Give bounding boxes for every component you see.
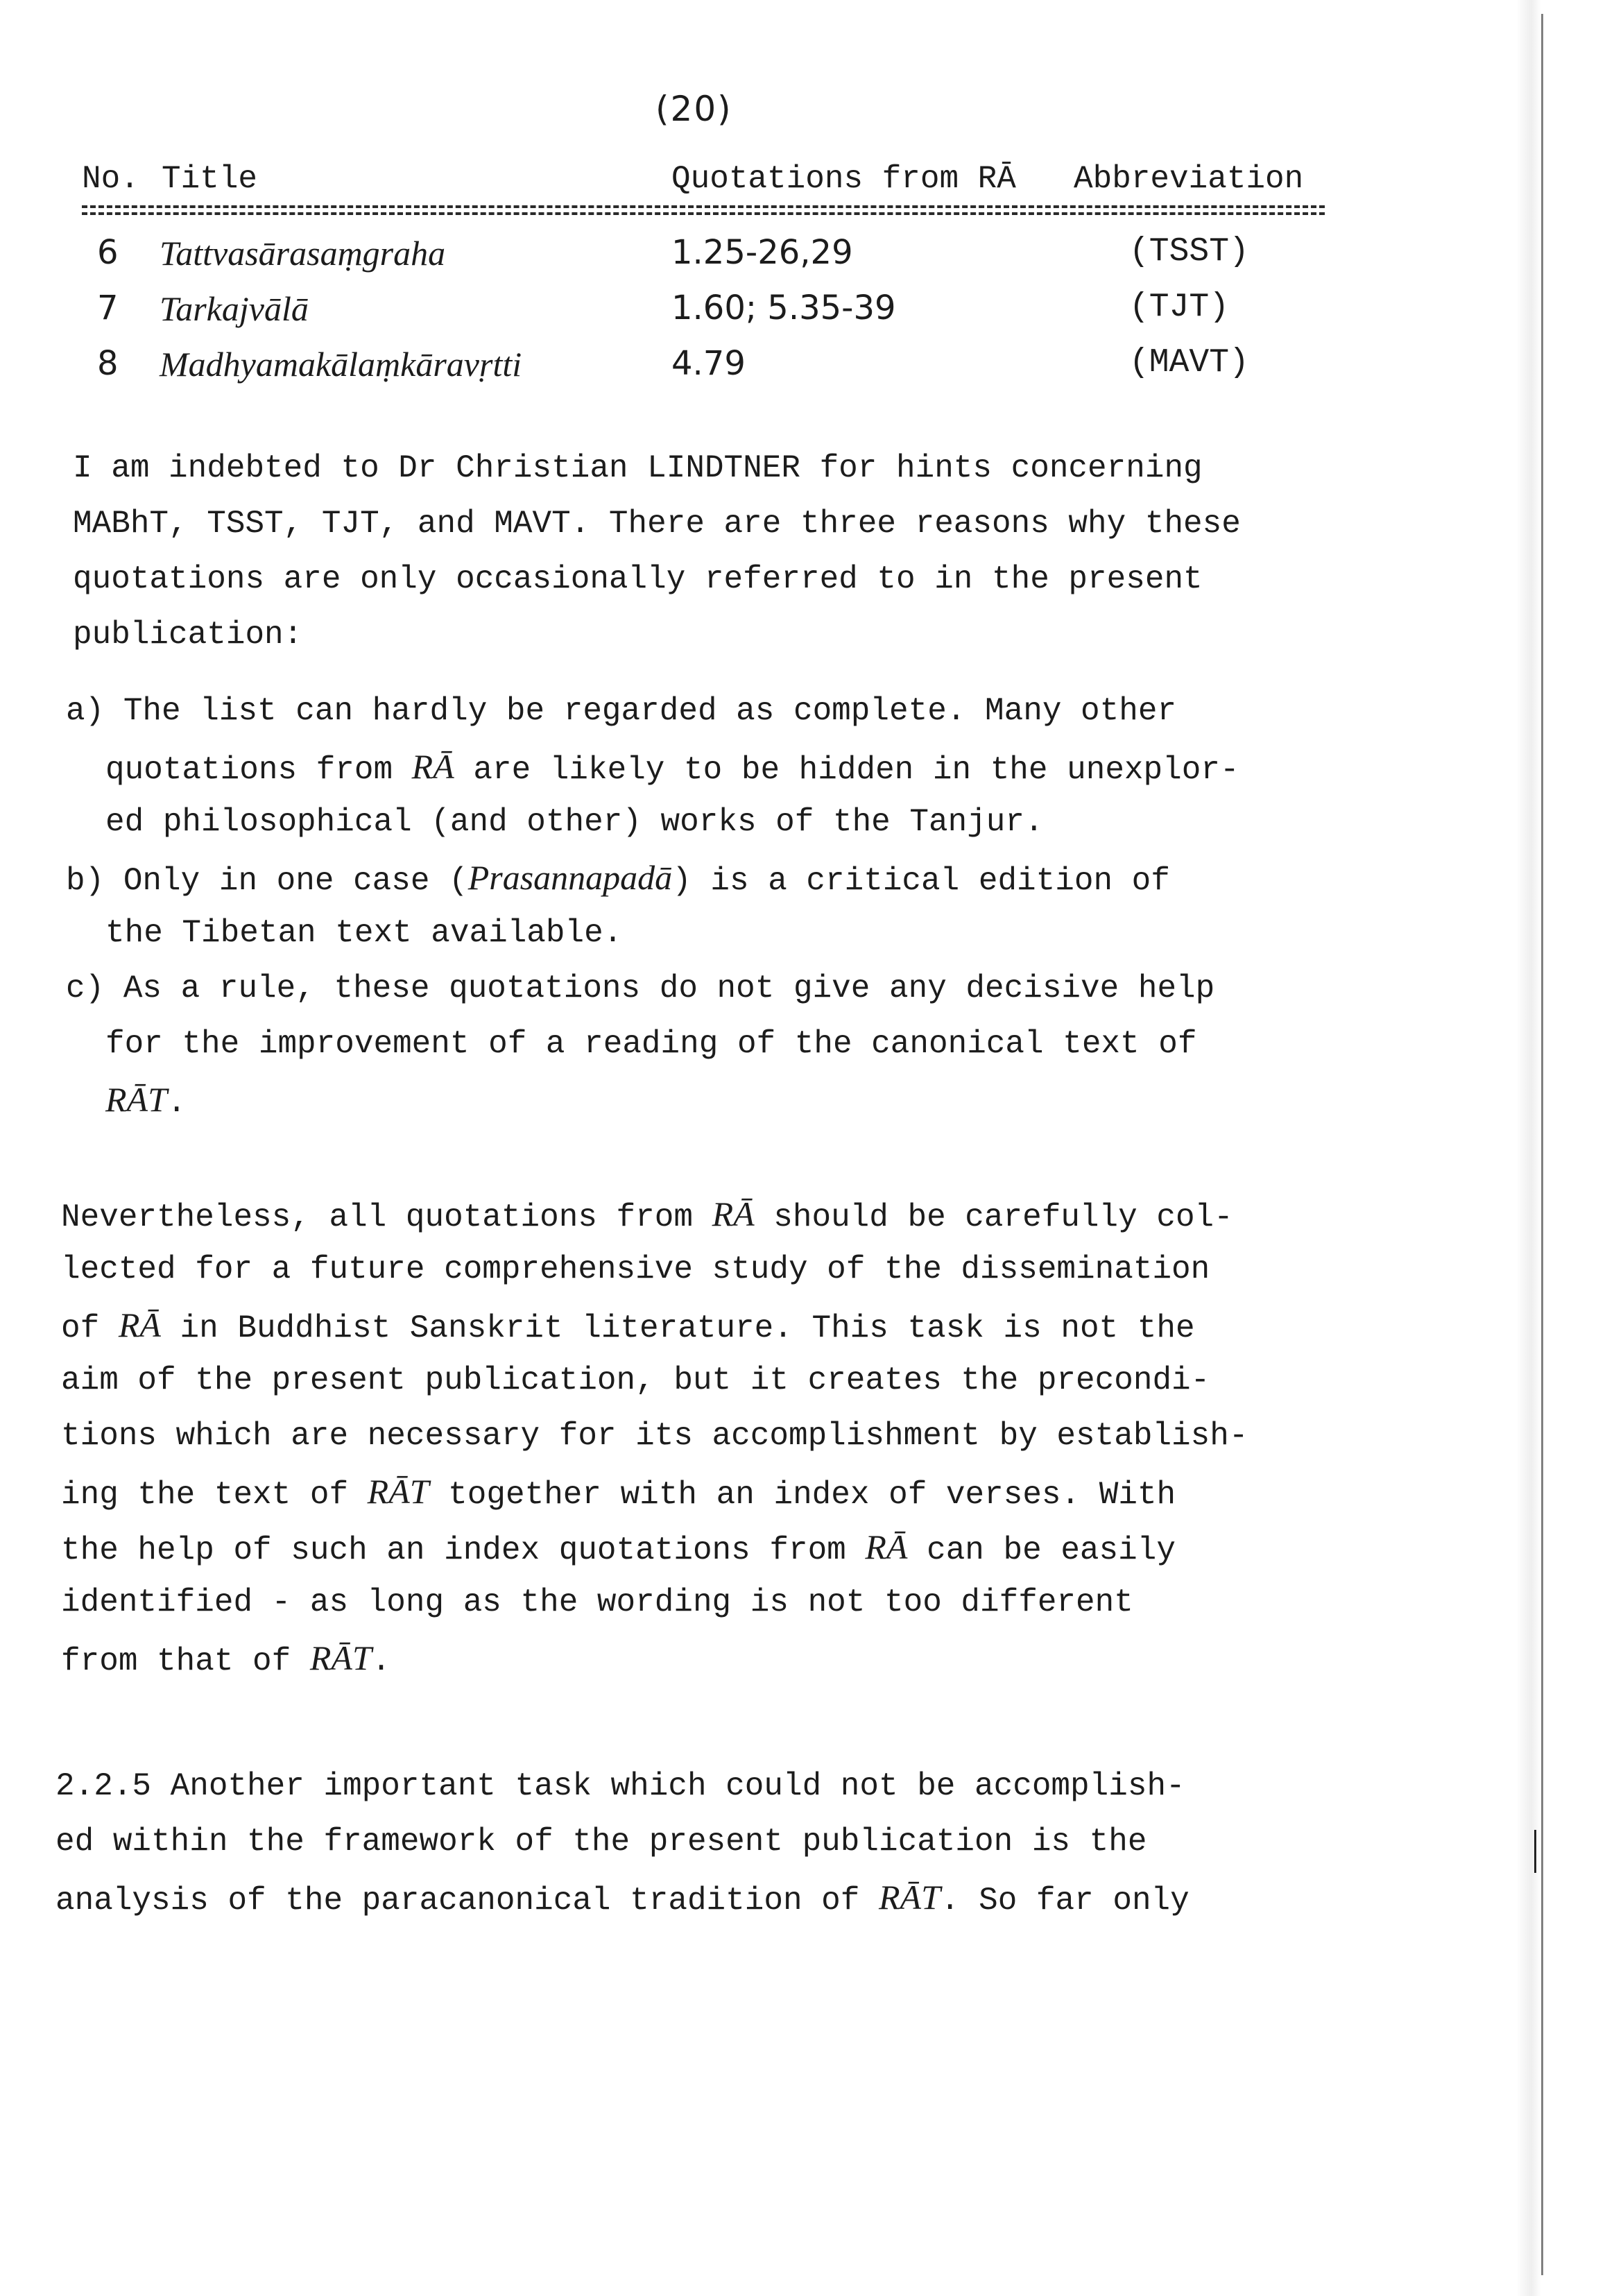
header-rule-upper <box>82 205 1325 208</box>
row-quotations: 4.79 <box>671 344 746 383</box>
abbrev-ra: RĀ <box>712 1194 755 1233</box>
reasons-list <box>66 683 1239 1127</box>
header-quotations: Quotations from RĀ <box>671 161 1016 197</box>
text-line: publication: <box>73 617 303 653</box>
table-row <box>82 233 1323 282</box>
title-prasannapada: Prasannapadā <box>467 858 673 897</box>
text-segment: can be easily <box>907 1532 1176 1568</box>
text-segment: ) is a critical edition of <box>672 863 1170 899</box>
row-title: Tattvasārasaṃgraha <box>160 234 446 273</box>
list-item-a-line <box>66 739 1239 794</box>
abbrev-ra: RĀ <box>411 747 454 786</box>
list-item-b-line: the Tibetan text available. <box>105 915 623 951</box>
text-segment: . <box>371 1643 391 1679</box>
table-row <box>82 289 1323 337</box>
list-item-c-line <box>66 1072 1239 1127</box>
text-line <box>61 1519 1248 1575</box>
text-segment: . So far only <box>940 1883 1190 1919</box>
text-segment: should be carefully col- <box>754 1199 1233 1235</box>
abbrev-ra: RĀ <box>118 1305 161 1344</box>
scan-edge-mark <box>1534 1830 1536 1873</box>
list-item-a-line: ed philosophical (and other) works of the Tanjur. <box>105 804 1044 840</box>
header-no: No. <box>82 161 139 197</box>
row-abbreviation: (MAVT) <box>1129 344 1249 382</box>
text-segment: . <box>166 1085 187 1121</box>
abbrev-rat: RĀT <box>105 1080 167 1119</box>
text-segment: the help of such an index quotations from <box>61 1532 866 1568</box>
text-segment: together with an index of verses. With <box>429 1477 1176 1513</box>
header-rule-lower <box>82 212 1325 215</box>
row-no: 7 <box>97 289 119 327</box>
row-title: Madhyamakālaṃkāravṛtti <box>160 345 522 384</box>
text-segment: in Buddhist Sanskrit literature. This task is not the <box>160 1310 1195 1346</box>
abbrev-rat: RĀT <box>367 1472 429 1511</box>
text-line <box>61 1297 1248 1353</box>
list-item-a-line: a) The list can hardly be regarded as complete. Many other <box>66 693 1177 729</box>
text-line: aim of the present publication, but it creates the precondi- <box>61 1362 1210 1398</box>
text-segment: from that of <box>61 1643 310 1679</box>
text-line: 2.2.5 Another important task which could not be accomplish- <box>55 1768 1185 1804</box>
list-item-c-line: for the improvement of a reading of the canonical text of <box>105 1026 1197 1062</box>
text-line <box>61 1630 1248 1686</box>
text-line: identified - as long as the wording is not too different <box>61 1584 1133 1620</box>
text-line: quotations are only occasionally referred to in the present <box>73 561 1203 597</box>
row-no: 8 <box>97 344 119 383</box>
row-quotations: 1.25-26,29 <box>671 233 853 272</box>
text-line <box>61 1464 1248 1519</box>
text-segment: of <box>61 1310 119 1346</box>
row-abbreviation: (TSST) <box>1129 233 1249 271</box>
text-segment: are likely to be hidden in the unexplor- <box>454 752 1239 788</box>
paragraph-section-2-2-5 <box>55 1758 1190 1925</box>
header-abbreviation: Abbreviation <box>1074 161 1304 197</box>
header-title: Title <box>162 161 258 197</box>
text-segment: Nevertheless, all quotations from <box>61 1199 712 1235</box>
text-segment: quotations from <box>105 752 412 788</box>
text-line: lected for a future comprehensive study of the dissemination <box>61 1251 1210 1287</box>
table-header <box>82 161 1323 209</box>
scan-edge-shadow <box>1516 0 1541 2296</box>
row-abbreviation: (TJT) <box>1129 289 1230 326</box>
text-line <box>55 1869 1190 1925</box>
list-item-c-line: c) As a rule, these quotations do not give any decisive help <box>66 970 1215 1006</box>
row-quotations: 1.60; 5.35-39 <box>671 289 896 327</box>
table-row <box>82 344 1323 393</box>
row-title: Tarkajvālā <box>160 289 309 328</box>
row-no: 6 <box>97 233 119 272</box>
text-segment: analysis of the paracanonical tradition of <box>55 1883 879 1919</box>
page-number: (20) <box>655 89 732 129</box>
text-line: MABhT, TSST, TJT, and MAVT. There are three reasons why these <box>73 506 1241 542</box>
list-item-b-line <box>66 850 1239 905</box>
text-segment: ing the text of <box>61 1477 368 1513</box>
text-line <box>61 1186 1248 1242</box>
abbrev-rat: RĀT <box>309 1638 372 1677</box>
scan-edge-line <box>1541 14 1543 2275</box>
text-line: I am indebted to Dr Christian LINDTNER for hints concerning <box>73 450 1203 486</box>
paragraph-acknowledgement <box>73 440 1241 662</box>
abbrev-ra: RĀ <box>865 1527 908 1566</box>
text-line: tions which are necessary for its accomplishment by establish- <box>61 1418 1248 1454</box>
text-segment: b) Only in one case ( <box>66 863 468 899</box>
text-line: ed within the framework of the present publication is the <box>55 1824 1147 1860</box>
abbrev-rat: RĀT <box>879 1878 941 1917</box>
paragraph-nevertheless <box>61 1186 1248 1686</box>
